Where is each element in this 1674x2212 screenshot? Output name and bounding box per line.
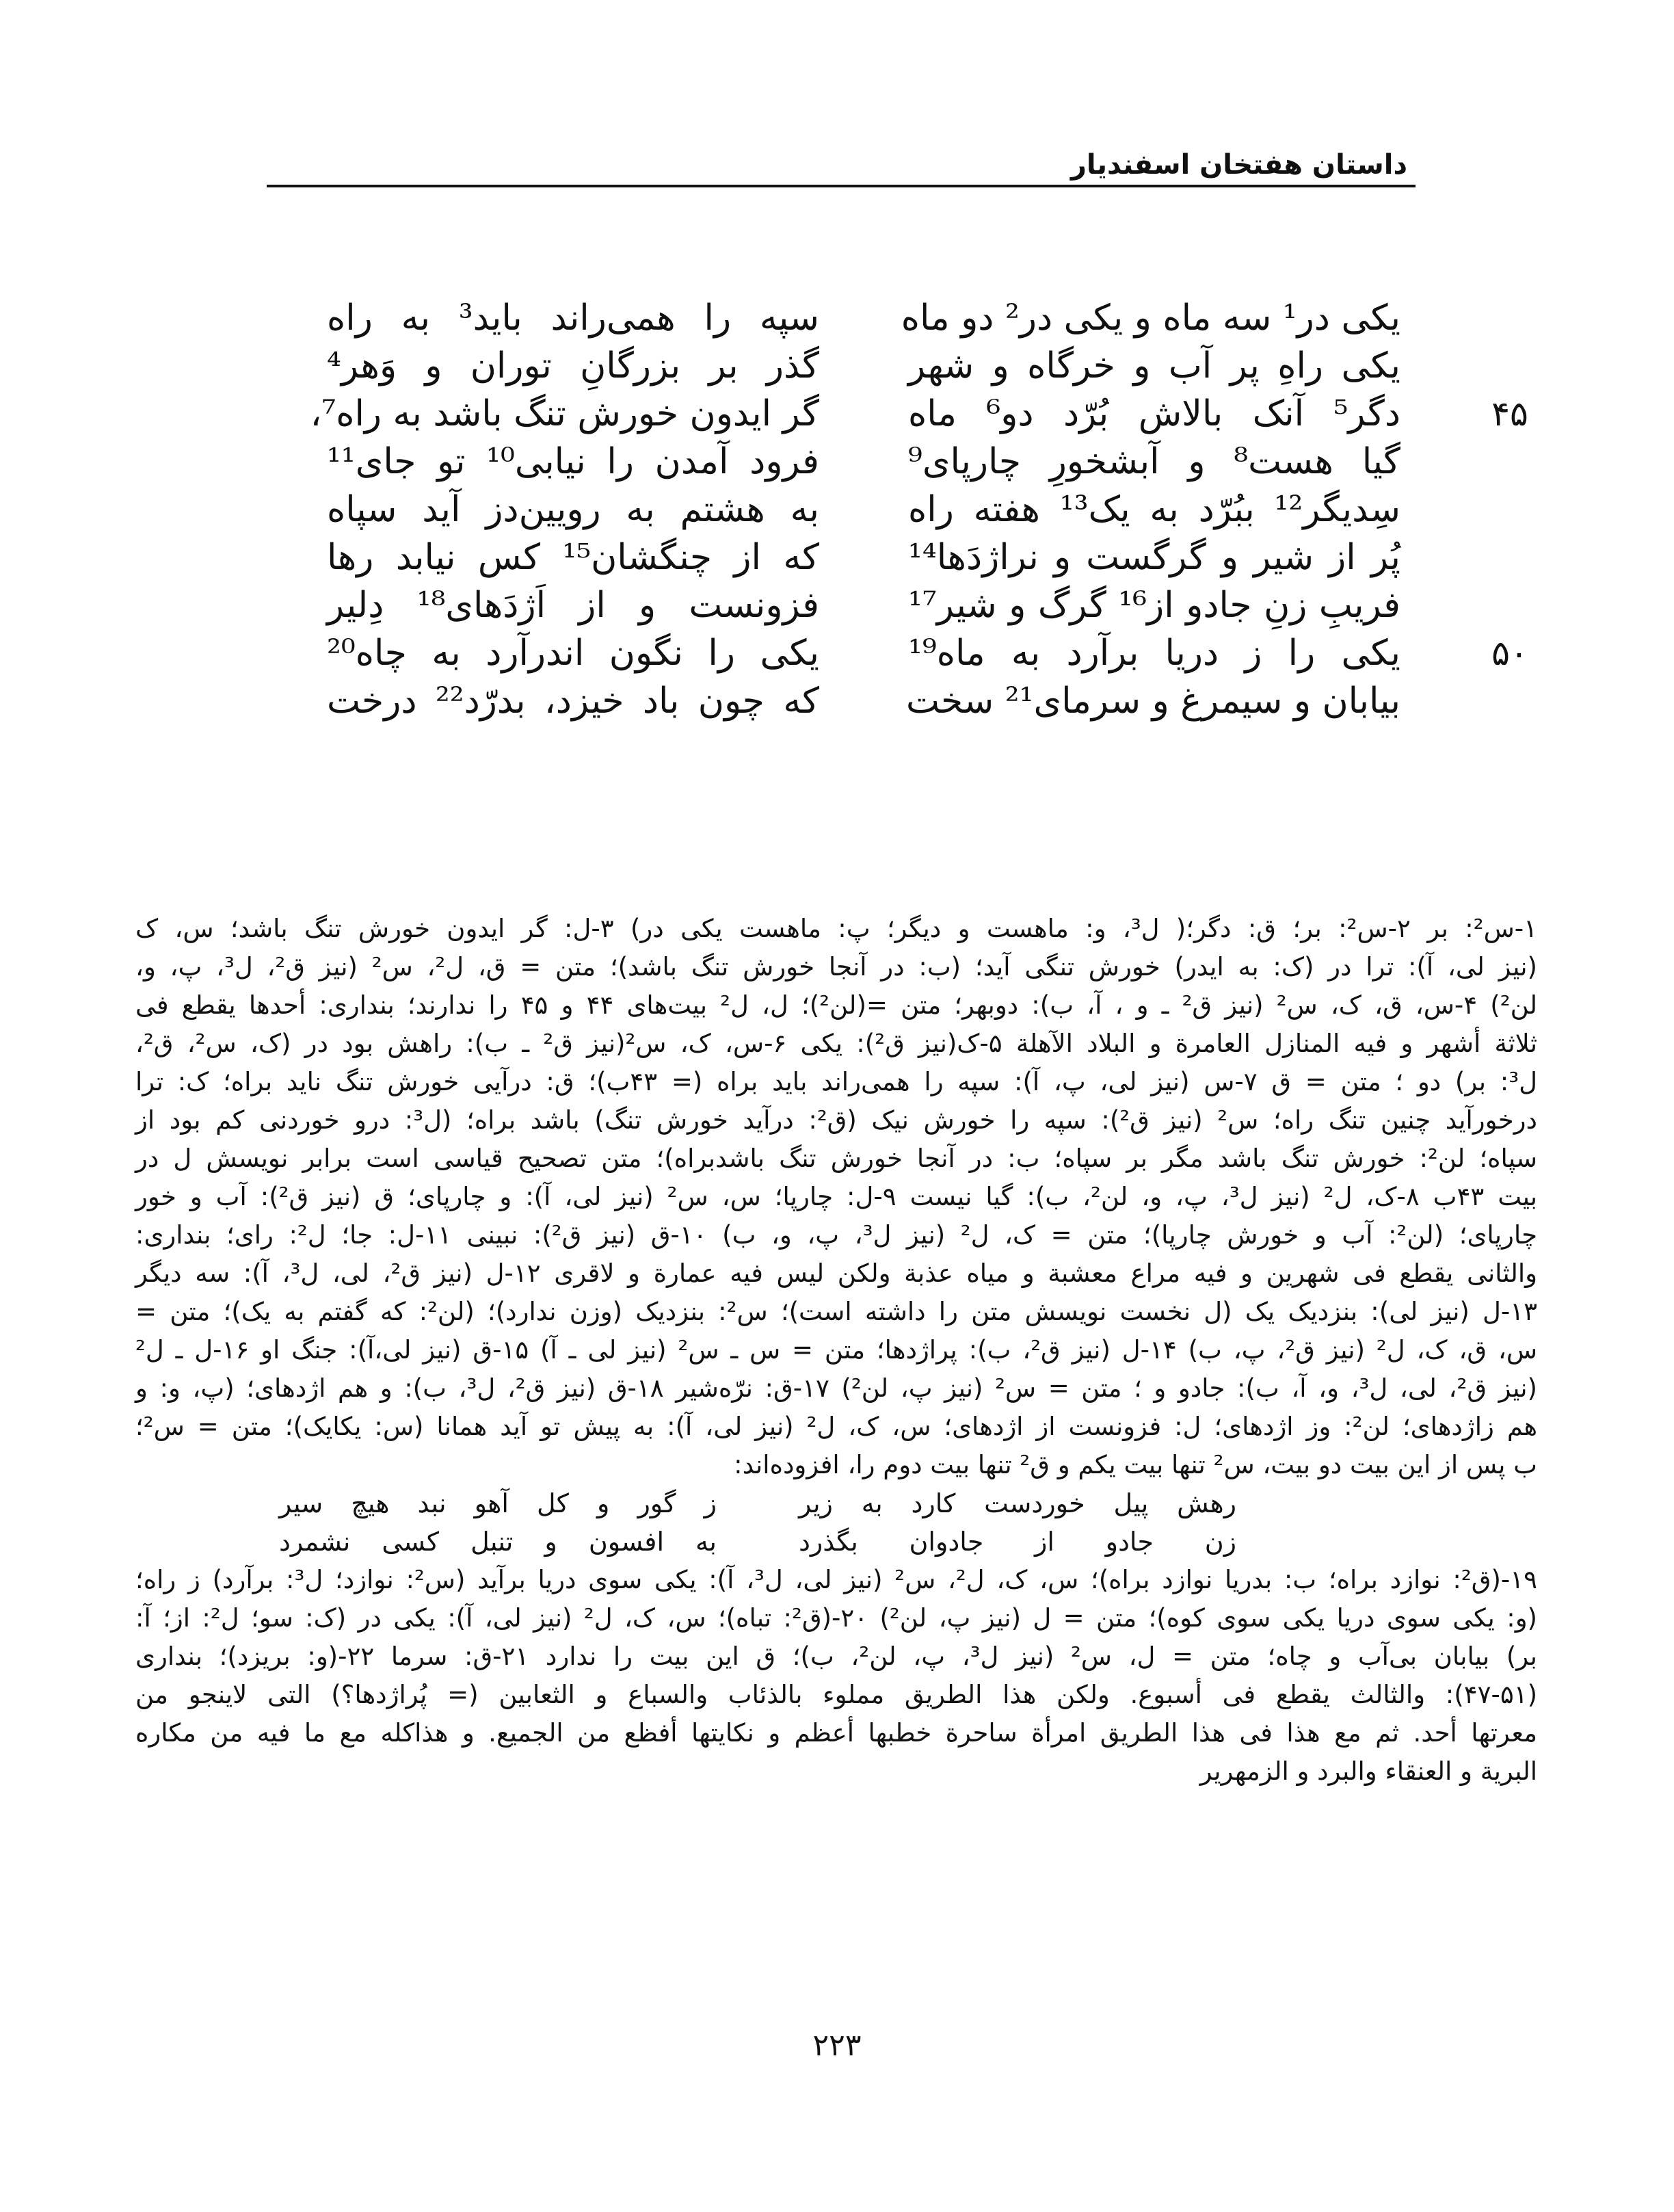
footnote-line: (۴۷-۵۱): والثالث یقطع فی أسبوع. ولکن هذا الطریق مملوء بالذئاب والسباع و الثعابین (= پُراژدها؟) التی لاینجو من	[135, 1680, 1537, 1709]
footnote-line: (و: یکی سوی دریا یکی سوی کوه)؛ متن = ل (نیز پ، لن²) ۲۰-(ق²: تباه)؛ س، ک، ل² (نیز لی، آ): یکی در (ک: سو؛ ل²: از؛ آ:	[135, 1603, 1537, 1633]
footnote-line: (نیز لی، آ): ترا در (ک: به ایدر) خورش تنگی آید؛ (ب: در آنجا خورش تنگ باشد)؛ متن = ق، ل²، س² (نیز ق²، ل³، پ، و،	[135, 952, 1537, 982]
hemistich: گر ایدون خورش تنگ باشد به راه⁷،	[310, 393, 819, 434]
footnote-line: ب پس از این بیت دو بیت، س² تنها بیت یکم و ق² تنها بیت دوم را، افزوده‌اند:	[734, 1450, 1537, 1479]
footnote-line: ثلاثة أشهر و فیه المنازل العامرة و البلاد الآهلة ۵-ک(نیز ق²): یکی ۶-س، ک، س²(نیز ق² ـ ب): راهش بود در (ک، س²، ق²،	[135, 1029, 1537, 1058]
footnote-line: ۱۹-(ق²: نوازد براه؛ ب: بدریا نوازد براه)؛ س، ک، ل²، س² (نیز لی، ل³، آ): یکی سوی دریا برآید (س²: نوازد؛ ل³: برآرد) ز راه؛	[135, 1565, 1537, 1594]
running-header-title: داستان هفتخان اسفندیار	[1070, 149, 1407, 181]
hemistich: فریبِ زنِ جادو از¹⁶ گرگ و شیر¹⁷	[908, 585, 1401, 626]
footnote-line: درخورآید چنین تنگ راه؛ س² (نیز ق²): سپه را خورش نیک (ق²: درآید خورش تنگ) باشد براه؛ (ل³: درو خوردنی کم بود از	[135, 1105, 1537, 1135]
footnote-line: بر) بیابان بی‌آب و چاه؛ متن = ل، س² (نیز ل³، پ، لن²، ب)؛ ق این بیت را ندارد ۲۱-ق: سرما ۲۲-(و: بریزد)؛ بنداری	[135, 1642, 1537, 1671]
hemistich: که چون باد خیزد، بدرّد²² درخت	[327, 681, 819, 722]
footnote-line: س، ق، ک، ل² (نیز ق²، پ، ب) ۱۴-ل (نیز ق²، ب): پراژدها؛ متن = س ـ س² (نیز لی ـ آ) ۱۵-ق (نیز لی،آ): جنگ او ۱۶-ل ـ ل²	[135, 1335, 1537, 1365]
footnote-line: (نیز ق²، لی، ل³، و، آ، ب): جادو و ؛ متن = س² (نیز پ، لن²) ۱۷-ق: نرّه‌شیر ۱۸-ق (نیز ق²، ل³، ب): و هم اژدهای؛ (پ، و: و	[135, 1373, 1537, 1403]
footnote-line: چارپای؛ (لن²: آب و خورش چارپا)؛ متن = ک، ل² (نیز ل³، پ، و، ب) ۱۰-ق (نیز ق²): نبینی ۱۱-ل: جا؛ ل²: رای؛ بنداری:	[135, 1220, 1538, 1250]
couplet-hemistich: ز گور و کل آهو نبد هیچ سیر	[279, 1488, 717, 1518]
added-couplet	[135, 1523, 1537, 1561]
added-couplet	[135, 1484, 1537, 1523]
poem-first-hemistich-column	[901, 294, 1401, 725]
hemistich: پُر از شیر و گرگست و نراژدَها¹⁴	[908, 537, 1400, 578]
footnote-line: هم زاژدهای؛ لن²: وز اژدهای؛ ل: فزونست از اژدهای؛ س، ک، ل² (نیز لی، آ): به پیش تو آید همانا (س: یکایک)؛ متن = س²؛	[135, 1412, 1537, 1441]
footnote-line: لن²) ۴-س، ق، ک، س² (نیز ق² ـ و ، آ، ب): دوبهر؛ متن =(لن²)؛ ل، ل² بیت‌های ۴۴ و ۴۵ را ندارند؛ بنداری: أحدها یقطع فی	[135, 990, 1538, 1020]
verse-number: ۵۰	[1491, 633, 1528, 673]
couplet-hemistich: به افسون و تنبل کسی نشمرد	[279, 1527, 717, 1557]
hemistich: فزونست و از اَژدَهای¹⁸ دِلیر	[327, 585, 819, 626]
hemistich: گذر بر بزرگانِ توران و وَهر⁴	[327, 345, 819, 386]
footnote-line: سپاه؛ لن²: خورش تنگ باشد مگر بر سپاه؛ ب: در آنجا خورش تنگ باشدبراه)؛ متن تصحیح قیاسی است برابر نویسش ل در	[135, 1144, 1537, 1173]
header-divider	[267, 185, 1416, 187]
footnote-line: بیت ۴۳ب ۸-ک، ل² (نیز ل³، پ، و، لن²، ب): گیا نیست ۹-ل: چارپا؛ س، س² (نیز لی، آ): و چارپای؛ ق (نیز ق²): آب و خور	[135, 1182, 1538, 1211]
footnote-line: البریة و العنقاء والبرد و الزمهریر	[1199, 1756, 1537, 1786]
couplet-hemistich: زن جادو از جادوان بگذرد	[799, 1527, 1236, 1557]
hemistich: یکی در¹ سه ماه و یکی در² دو ماه	[901, 298, 1400, 339]
hemistich: فرود آمدن را نیابی¹⁰ تو جای¹¹	[327, 441, 819, 482]
hemistich: یکی را نگون اندرآرد به چاه²⁰	[327, 633, 819, 674]
hemistich: سِدیگر¹² ببُرّد به یک¹³ هفته راه	[908, 489, 1400, 530]
page-number: ۲۲۳	[812, 2028, 862, 2063]
hemistich: یکی را ز دریا برآرد به ماه¹⁹	[908, 633, 1400, 674]
footnote-line: ل³: بر) دو ؛ متن = ق ۷-س (نیز لی، پ، آ): سپه را همی‌راند باید براه (= ۴۳ب)؛ ق: درآیی خورش تنگ ناید براه؛ ک: ترا	[135, 1067, 1537, 1096]
critical-apparatus-footnotes	[135, 910, 1537, 1791]
footnote-line: ۱۳-ل (نیز لی): بنزدیک یک (ل نخست نویسش متن را داشته است)؛ س²: بنزدیک (وزن ندارد)؛ (لن²: که گفتم به یک)؛ متن =	[135, 1297, 1537, 1326]
hemistich: دگر⁵ آنک بالاش بُرّد دو⁶ ماه	[908, 393, 1400, 434]
hemistich: که از چنگشان¹⁵ کس نیابد رها	[327, 537, 819, 578]
hemistich: بیابان و سیمرغ و سرمای²¹ سخت	[906, 681, 1400, 722]
hemistich: سپه را همی‌راند باید³ به راه	[327, 298, 819, 339]
footnote-line: ۱-س²: بر ۲-س²: بر؛ ق: دگر؛( ل³، و: ماهست و دیگر؛ پ: ماهست یکی در) ۳-ل: گر ایدون خورش تنگ باشد؛ س، ک	[135, 914, 1537, 943]
poem-second-hemistich-column	[310, 294, 819, 725]
poem-section	[310, 294, 1528, 773]
footnote-line: والثانی یقطع فی شهرین و فیه مراع معشبة و میاه عذبة ولکن لیس فیه عمارة و لاقری ۱۲-ل (نیز ق²، لی، ل³، آ): سه دیگر	[135, 1259, 1537, 1288]
hemistich: به هشتم به رویین‌دز آید سپاه	[327, 489, 819, 530]
couplet-hemistich: رهش پیل خوردست کارد به زیر	[799, 1488, 1236, 1518]
hemistich: گیا هست⁸ و آبشخورِ چارپای⁹	[908, 441, 1400, 482]
hemistich: یکی راهِ پر آب و خرگاه و شهر	[908, 345, 1400, 386]
verse-number: ۴۵	[1491, 394, 1528, 434]
footnote-line: معرتها أحد. ثم مع هذا فی هذا الطریق امرأة ساحرة خطبها أعظم و نکایتها أفظع من الجمیع. و هذاکله مع ما فیه من مکاره	[135, 1718, 1537, 1748]
